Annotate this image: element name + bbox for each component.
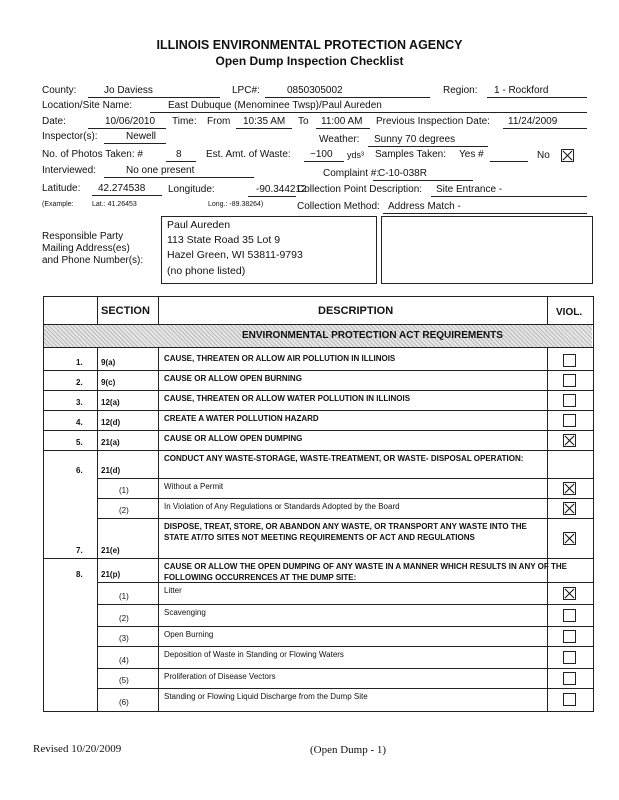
viol-checkbox[interactable]: [563, 414, 576, 427]
yes-label: Yes #: [459, 149, 484, 160]
viol-checkbox[interactable]: [563, 354, 576, 367]
viol-checkbox[interactable]: [563, 630, 576, 643]
county-label: County:: [42, 85, 77, 96]
party-city: Hazel Green, WI 53811-9793: [167, 249, 303, 261]
responsible-label-2: Mailing Address(es): [42, 243, 130, 254]
col-section-header: SECTION: [101, 305, 150, 317]
row-section: 12(d): [101, 418, 121, 427]
responsible-party-box: [161, 216, 377, 284]
viol-checkbox[interactable]: [563, 394, 576, 407]
row-number: 8.: [76, 570, 83, 579]
row-section: 21(e): [101, 546, 120, 555]
row-divider: [97, 498, 593, 499]
no-label: No: [537, 150, 550, 161]
row-description: DISPOSE, TREAT, STORE, OR ABANDON ANY WASTE, OR TRANSPORT ANY WASTE INTO THE STATE AT/TO SITES NOT MEETING REQUIREMENTS OF ACT AND REGULATIONS: [164, 522, 527, 542]
row-divider: [97, 518, 593, 519]
region-label: Region:: [443, 85, 478, 96]
viol-checkbox[interactable]: [563, 693, 576, 706]
latitude-label: Latitude:: [42, 183, 81, 194]
inspectors-label: Inspector(s):: [42, 131, 98, 142]
row-section: (4): [119, 656, 129, 665]
region-value: 1 - Rockford: [494, 85, 549, 96]
row-section: 21(d): [101, 466, 121, 475]
county-value: Jo Daviess: [104, 85, 153, 96]
row-description: CAUSE OR ALLOW THE OPEN DUMPING OF ANY WASTE IN A MANNER WHICH RESULTS IN ANY OF THE FOLLOWING OCCURRENCES AT THE DUMP SITE:: [164, 562, 567, 582]
weather-label: Weather:: [319, 134, 360, 145]
row-divider: [97, 688, 593, 689]
row-description: CAUSE, THREATEN OR ALLOW WATER POLLUTION IN ILLINOIS: [164, 394, 411, 403]
col-viol-header: VIOL.: [556, 307, 583, 318]
row-description: Scavenging: [164, 608, 206, 617]
row-divider: [97, 478, 593, 479]
row-description: CAUSE OR ALLOW OPEN DUMPING: [164, 434, 303, 443]
weather-value: Sunny 70 degrees: [374, 134, 456, 145]
party-phone: (no phone listed): [167, 265, 246, 277]
row-number: 7.: [76, 546, 83, 555]
row-section: (6): [119, 698, 129, 707]
row-description: Standing or Flowing Liquid Discharge from the Dump Site: [164, 692, 368, 701]
lpc-value: 0850305002: [287, 85, 343, 96]
row-number: 2.: [76, 378, 83, 387]
row-description: CONDUCT ANY WASTE-STORAGE, WASTE-TREATMENT, OR WASTE- DISPOSAL OPERATION:: [164, 454, 524, 463]
collection-desc-label: Collection Point Description:: [297, 184, 423, 195]
party-street: 113 State Road 35 Lot 9: [167, 234, 281, 246]
col-description-header: DESCRIPTION: [318, 305, 394, 317]
prev-date-value: 11/24/2009: [508, 116, 558, 127]
row-section: (1): [119, 592, 129, 601]
row-description: Open Burning: [164, 630, 214, 639]
agency-title: ILLINOIS ENVIRONMENTAL PROTECTION AGENCY: [156, 38, 463, 52]
to-label: To: [298, 116, 309, 127]
inspector-value: Newell: [126, 131, 157, 142]
from-label: From: [207, 116, 231, 127]
row-description: CAUSE OR ALLOW OPEN BURNING: [164, 374, 302, 383]
row-description: CAUSE, THREATEN OR ALLOW AIR POLLUTION IN ILLINOIS: [164, 354, 396, 363]
prev-date-label: Previous Inspection Date:: [376, 116, 490, 127]
row-divider: [43, 430, 593, 431]
row-divider: [43, 450, 593, 451]
collection-desc-value: Site Entrance -: [436, 184, 503, 195]
viol-checkbox[interactable]: [563, 672, 576, 685]
interviewed-value: No one present: [126, 165, 195, 176]
viol-checkbox[interactable]: [563, 532, 576, 545]
checklist-title: Open Dump Inspection Checklist: [215, 54, 404, 68]
long-example: Long.: -89.38264): [208, 201, 264, 208]
complaint-value: C-10-038R: [378, 168, 427, 179]
second-party-box: [381, 216, 593, 284]
row-number: 1.: [76, 358, 83, 367]
collection-method-value: Address Match -: [388, 201, 461, 212]
row-description: Proliferation of Disease Vectors: [164, 672, 276, 681]
row-section: 12(a): [101, 398, 120, 407]
row-divider: [43, 370, 593, 371]
revised-date: Revised 10/20/2009: [33, 743, 122, 755]
row-description: CREATE A WATER POLLUTION HAZARD: [164, 414, 319, 423]
example-label: (Example:: [42, 201, 74, 208]
row-section: (5): [119, 676, 129, 685]
longitude-label: Longitude:: [168, 184, 215, 195]
time-label: Time:: [172, 116, 197, 127]
viol-checkbox[interactable]: [563, 374, 576, 387]
viol-checkbox[interactable]: [563, 651, 576, 664]
date-value: 10/06/2010: [105, 116, 156, 127]
row-section: 21(a): [101, 438, 120, 447]
samples-no-checkbox[interactable]: [561, 149, 574, 162]
viol-checkbox[interactable]: [563, 482, 576, 495]
yds-label: yds³: [347, 150, 365, 160]
time-from-value: 10:35 AM: [243, 116, 286, 127]
responsible-label-1: Responsible Party: [42, 231, 124, 242]
page-label: (Open Dump - 1): [310, 744, 387, 756]
interviewed-label: Interviewed:: [42, 165, 96, 176]
viol-checkbox[interactable]: [563, 609, 576, 622]
latitude-value: 42.274538: [98, 183, 146, 194]
row-divider: [97, 582, 593, 583]
location-value: East Dubuque (Menominee Twsp)/Paul Aureden: [168, 100, 382, 111]
responsible-label-3: and Phone Number(s):: [42, 255, 144, 266]
lpc-label: LPC#:: [232, 85, 260, 96]
lat-example: Lat.: 41.26453: [92, 201, 137, 208]
row-number: 4.: [76, 418, 83, 427]
row-divider: [97, 646, 593, 647]
row-divider: [97, 626, 593, 627]
row-divider: [97, 668, 593, 669]
row-section: (1): [119, 486, 129, 495]
row-section: (2): [119, 614, 129, 623]
row-number: 6.: [76, 466, 83, 475]
photos-label: No. of Photos Taken: #: [42, 149, 143, 160]
row-divider: [43, 558, 593, 559]
location-label: Location/Site Name:: [42, 100, 133, 111]
row-section: (2): [119, 506, 129, 515]
row-section: 21(p): [101, 570, 121, 579]
row-number: 5.: [76, 438, 83, 447]
row-section: 9(c): [101, 378, 116, 387]
row-description: Litter: [164, 586, 182, 595]
row-description: Deposition of Waste in Standing or Flowing Waters: [164, 650, 344, 659]
row-section: (3): [119, 634, 129, 643]
complaint-label: Complaint #:: [323, 168, 380, 179]
row-divider: [43, 410, 593, 411]
row-divider: [97, 604, 593, 605]
party-name: Paul Aureden: [167, 219, 231, 231]
waste-value: ~100: [310, 149, 333, 160]
longitude-value: -90.344212: [256, 184, 307, 195]
viol-checkbox[interactable]: [563, 587, 576, 600]
banner-title: ENVIRONMENTAL PROTECTION ACT REQUIREMENTS: [242, 330, 503, 341]
samples-label: Samples Taken:: [375, 149, 446, 160]
time-to-value: 11:00 AM: [321, 116, 363, 127]
row-description: In Violation of Any Regulations or Standards Adopted by the Board: [164, 502, 400, 511]
waste-label: Est. Amt. of Waste:: [206, 149, 291, 160]
viol-checkbox[interactable]: [563, 502, 576, 515]
date-label: Date:: [42, 116, 66, 127]
viol-checkbox[interactable]: [563, 434, 576, 447]
row-divider: [43, 390, 593, 391]
photos-value: 8: [176, 149, 182, 160]
row-section: 9(a): [101, 358, 116, 367]
row-description: Without a Permit: [164, 482, 224, 491]
row-number: 3.: [76, 398, 83, 407]
collection-method-label: Collection Method:: [297, 201, 380, 212]
